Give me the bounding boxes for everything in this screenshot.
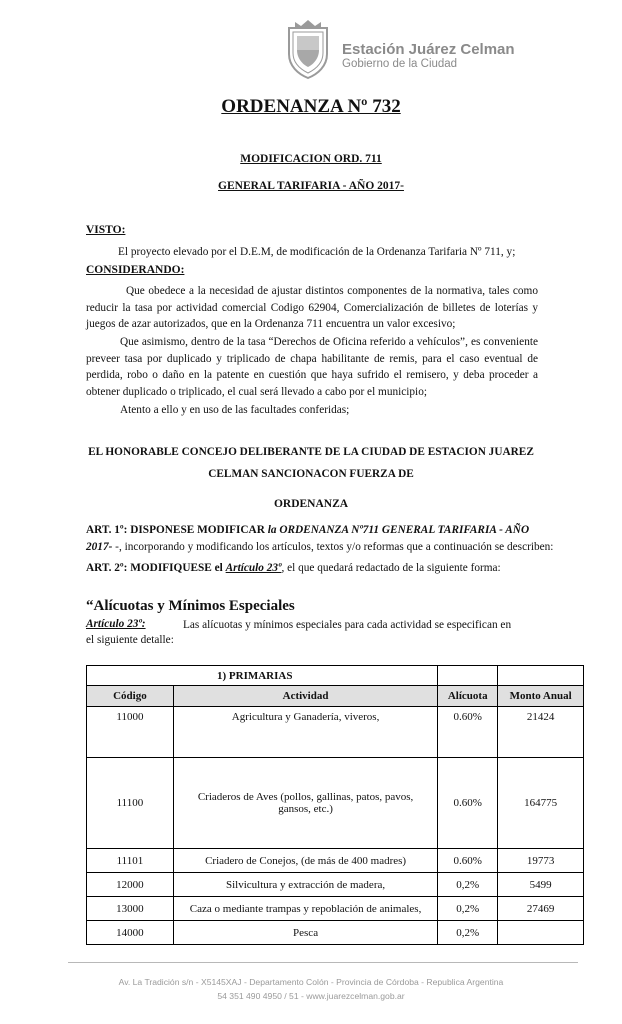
table-row [87,758,584,849]
cell-monto: 164775 [498,758,584,849]
cell-alicuota: 0,2% [438,921,498,945]
table-row [87,707,584,758]
header-actividad: Actividad [173,686,437,707]
considerando-paragraph-1: Que obedece a la necesidad de ajustar distintos componentes de la normativa, tales como reducir la tasa por actividad comercial Codigo 62904, Comercialización de billetes de loterías y juegos de azar autorizados, que en la Ordenanza 711 encuentra un valor excesivo; [86,285,538,331]
brand-subtitle: Gobierno de la Ciudad [342,58,458,70]
header-codigo: Código [87,686,174,707]
brand-title: Estación Juárez Celman [342,41,515,58]
table-row [87,921,584,945]
cell-codigo: 11000 [87,707,174,758]
cell-codigo: 12000 [87,873,174,897]
cell-actividad: Silvicultura y extracción de madera, [173,873,437,897]
cell-codigo: 11100 [87,758,174,849]
table-cell [498,666,584,686]
visto-text: El proyecto elevado por el D.E.M, de modificación de la Ordenanza Tarifaria Nº 711, y; [118,246,516,258]
cell-actividad: Caza o mediante trampas y repoblación de animales, [173,897,437,921]
cell-codigo: 14000 [87,921,174,945]
table-section-title: 1) PRIMARIAS [87,666,438,686]
considerando-heading: CONSIDERANDO: [86,264,185,276]
cell-alicuota: 0.60% [438,758,498,849]
table-header-row [87,686,584,707]
cell-monto: 21424 [498,707,584,758]
cell-alicuota: 0,2% [438,873,498,897]
document-subtitle-modification: MODIFICACION ORD. 711 [240,153,382,165]
table-row [87,849,584,873]
cell-actividad: Criaderos de Aves (pollos, gallinas, patos, pavos, gansos, etc.) [173,758,437,849]
cell-actividad: Pesca [173,921,437,945]
council-line-1: EL HONORABLE CONCEJO DELIBERANTE DE LA CIUDAD DE ESTACION JUAREZ [88,446,534,458]
cell-alicuota: 0,2% [438,897,498,921]
article-1 [86,522,556,555]
header-monto-anual: Monto Anual [498,686,584,707]
table-cell [438,666,498,686]
document-title: ORDENANZA Nº 732 [221,96,401,117]
article-1-reference: la ORDENANZA Nº711 GENERAL TARIFARIA - AÑO [267,524,530,536]
table-row [87,873,584,897]
cell-monto: 27469 [498,897,584,921]
header-alicuota: Alícuota [438,686,498,707]
article-2-reference: Artículo 23º [225,562,282,574]
cell-alicuota: 0.60% [438,849,498,873]
cell-alicuota: 0.60% [438,707,498,758]
article-1-text: -, incorporando y modificando los artículos, textos y/o reformas que a continuación se describen: [112,540,554,553]
document-subtitle-tariff: GENERAL TARIFARIA - AÑO 2017- [218,180,404,192]
city-coat-of-arms-logo [283,18,333,80]
cell-monto: 5499 [498,873,584,897]
cell-codigo: 13000 [87,897,174,921]
article-2-text: , el que quedará redactado de la siguiente forma: [281,562,501,574]
footer-divider [68,962,578,963]
ordenanza-heading: ORDENANZA [273,498,349,510]
cell-actividad: Agricultura y Ganadería, viveros, [173,707,437,758]
considerando-paragraph-3: Atento a ello y en uso de las facultades conferidas; [120,404,350,416]
article-2-label: ART. 2º: MODIFIQUESE el [86,562,223,574]
cell-actividad: Criadero de Conejos, (de más de 400 madres) [173,849,437,873]
considerando-paragraph-2: Que asimismo, dentro de la tasa “Derechos de Oficina referido a vehículos”, es conveniente preveer tasa por duplicado y triplicado de chapa habilitante de remis, para el caso eventual de perdida, robo o daño en la patente en cuestión que haya sufrido el remisero, y deba proceder a obtener duplicado o triplicado, el cual será llevado a cabo por el municipio; [86,336,538,398]
section-title: “Alícuotas y Mínimos Especiales [86,598,295,614]
cell-monto [498,921,584,945]
tariff-table [86,665,584,945]
table-row [87,897,584,921]
cell-monto: 19773 [498,849,584,873]
cell-codigo: 11101 [87,849,174,873]
article-1-year: 2017- [86,540,113,553]
council-line-2: CELMAN SANCIONACON FUERZA DE [208,468,414,480]
article-23-text-b: el siguiente detalle: [86,634,174,646]
article-23-label: Artículo 23º: [86,618,146,630]
article-1-label: ART. 1º: DISPONESE MODIFICAR [86,524,265,536]
footer-contact: 54 351 490 4950 / 51 - www.juarezcelman.gob.ar [217,991,405,1001]
footer-address: Av. La Tradición s/n - X5145XAJ - Departamento Colón - Provincia de Córdoba - Republica Argentina [118,977,504,987]
article-23-text-a: Las alícuotas y mínimos especiales para cada actividad se especifican en [183,619,512,631]
visto-heading: VISTO: [86,224,126,236]
table-section-row [87,666,584,686]
article-2 [86,560,576,577]
